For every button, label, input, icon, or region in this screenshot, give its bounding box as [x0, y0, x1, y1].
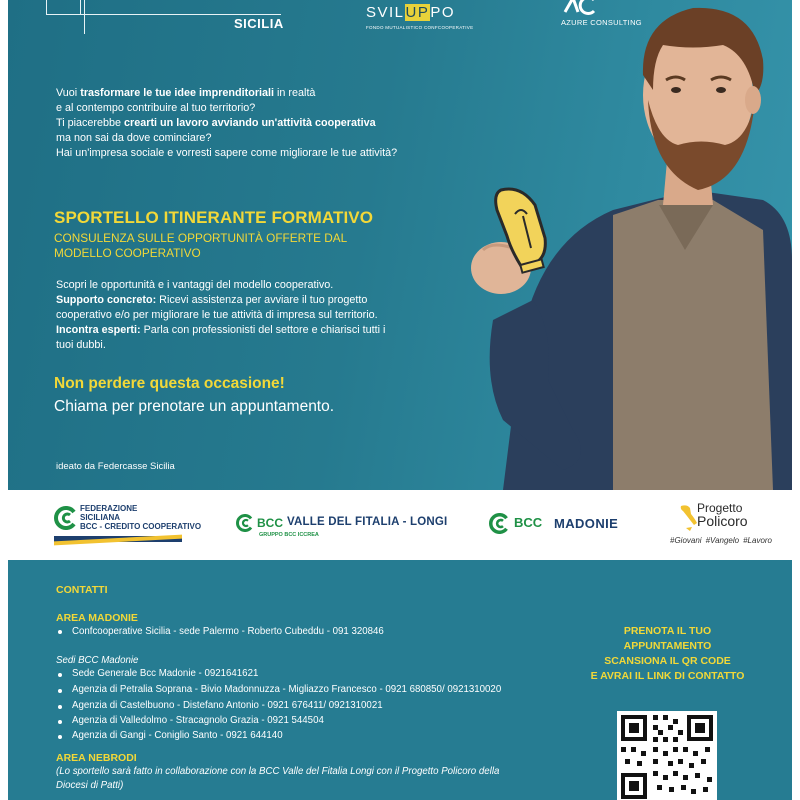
sede-item: Agenzia di Valledolmo - Stracagnolo Grazia - 0921 544504	[72, 715, 324, 726]
federazione-logo-text	[80, 504, 201, 531]
tag-vangelo: #Vangelo	[705, 536, 740, 545]
bullet	[58, 705, 62, 709]
progetto-policoro-tags	[670, 536, 776, 545]
area-madonie-heading: AREA MADONIE	[56, 612, 138, 624]
federazione-bcc-logo-icon	[54, 506, 78, 530]
call-to-action-title: Non perdere questa occasione!	[54, 375, 285, 392]
bullet	[58, 689, 62, 693]
man-holding-lightbulb-image	[463, 0, 792, 490]
benefit-text: Parla con professionisti del settore e chiarisci tutti i	[140, 324, 386, 336]
benefit-intro: Scopri le opportunità e i vantaggi del modello cooperativo.	[56, 279, 334, 291]
benefit-text: Ricevi assistenza per avviare il tuo progetto	[156, 294, 368, 306]
bcc-word: BCC	[257, 516, 283, 530]
bcc-word: BCC	[514, 515, 543, 530]
partner-logos-band	[0, 490, 800, 560]
booking-line: SCANSIONA IL QR CODE	[604, 655, 731, 667]
intro-line-5: Hai un'impresa sociale e vorresti sapere come migliorare le tue attività?	[56, 147, 398, 159]
sportello-title: SPORTELLO ITINERANTE FORMATIVO	[54, 208, 374, 227]
hero-section	[8, 0, 792, 490]
intro-text: Ti piacerebbe	[56, 117, 125, 129]
benefit-label: Supporto concreto:	[56, 294, 157, 306]
call-to-action-subtitle: Chiama per prenotare un appuntamento.	[54, 398, 335, 415]
intro-paragraph	[56, 86, 476, 161]
intro-line-1	[56, 86, 476, 101]
policoro-word: Policoro	[697, 513, 748, 529]
sviluppo-highlight: UP	[405, 4, 430, 21]
logo-rule	[46, 14, 281, 15]
area-nebrodi-note-line: Diocesi di Patti)	[56, 780, 124, 791]
intro-text: in realtà	[274, 87, 316, 99]
intro-line-2: e al contempo contribuire al tuo territorio?	[56, 102, 256, 114]
qr-code[interactable]	[617, 711, 717, 800]
booking-instructions	[555, 624, 780, 684]
intro-bold: crearti un lavoro avviando un'attività cooperativa	[124, 117, 376, 129]
bcc-madonie-logo-icon	[489, 513, 510, 534]
madonie-name: MADONIE	[554, 516, 619, 531]
bullet	[58, 630, 62, 634]
intro-line-3	[56, 116, 476, 131]
benefit-label: Incontra esperti:	[56, 324, 141, 336]
intro-text: Vuoi	[56, 87, 81, 99]
benefit-experts	[56, 323, 496, 338]
sede-item: Agenzia di Gangi - Coniglio Santo - 0921 644140	[72, 730, 283, 741]
sportello-subtitle-line: CONSULENZA SULLE OPPORTUNITÀ OFFERTE DAL	[54, 231, 348, 245]
confcooperative-logo-mark	[46, 0, 81, 15]
contacts-heading: CONTATTI	[56, 584, 108, 596]
confcooperative-sicilia-label: SICILIA	[234, 16, 284, 31]
tag-lavoro: #Lavoro	[743, 536, 773, 545]
sede-item: Agenzia di Petralia Soprana - Bivio Madonnuzza - Migliazzo Francesco - 0921 680850/ 0921310020	[72, 684, 502, 695]
sviluppo-part-a: SVIL	[366, 4, 405, 21]
fondosviluppo-logo	[366, 4, 455, 21]
benefit-support-cont: cooperativo e/o per migliorare le tue attività di impresa sul territorio.	[56, 309, 378, 321]
benefits-list	[56, 278, 496, 353]
fondosviluppo-subtitle: FONDO MUTUALISTICO CONFCOOPERATIVE	[366, 25, 474, 30]
italy-map-icon	[678, 504, 698, 532]
area-madonie-contact: Confcooperative Sicilia - sede Palermo - Roberto Cubeddu - 091 320846	[72, 626, 384, 637]
sportello-subtitle-line: MODELLO COOPERATIVO	[54, 246, 201, 260]
benefit-support	[56, 293, 496, 308]
bullet	[58, 720, 62, 724]
sportello-subtitle	[54, 231, 454, 261]
bullet	[58, 735, 62, 739]
gruppo-bcc-iccrea-label: GRUPPO BCC ICCREA	[259, 532, 319, 538]
booking-line: APPUNTAMENTO	[623, 640, 712, 652]
sede-item: Agenzia di Castelbuono - Distefano Antonio - 0921 676411/ 0921310021	[72, 700, 383, 711]
benefit-experts-cont: tuoi dubbi.	[56, 339, 106, 351]
area-nebrodi-note-line: (Lo sportello sarà fatto in collaborazione con la BCC Valle del Fitalia Longi con il Progetto Policoro della	[56, 766, 500, 777]
federazione-line: BCC - CREDITO COOPERATIVO	[80, 522, 202, 531]
booking-line: PRENOTA IL TUO	[623, 625, 712, 637]
tag-giovani: #Giovani	[670, 536, 702, 545]
valle-del-fitalia-name: VALLE DEL FITALIA - LONGI	[287, 516, 448, 528]
qr-code-icon	[617, 711, 717, 800]
intro-bold: trasformare le tue idee imprenditoriali	[80, 87, 275, 99]
sviluppo-part-b: PO	[430, 4, 456, 21]
ideato-credit: ideato da Federcasse Sicilia	[56, 461, 175, 472]
intro-line-4: ma non sai da dove cominciare?	[56, 132, 212, 144]
azure-consulting-label: AZURE CONSULTING	[561, 18, 642, 27]
progetto-policoro-logo-text	[697, 502, 748, 528]
federazione-line: SICILIANA	[80, 513, 120, 522]
sedi-bcc-madonie-heading: Sedi BCC Madonie	[56, 655, 139, 666]
sede-item: Sede Generale Bcc Madonie - 0921641621	[72, 668, 259, 679]
bullet	[58, 673, 62, 677]
logo-divider	[84, 0, 85, 34]
bcc-valle-del-fitalia-logo-icon	[236, 514, 254, 532]
booking-line: E AVRAI IL LINK DI CONTATTO	[590, 670, 745, 682]
federazione-line: FEDERAZIONE	[80, 504, 138, 513]
area-nebrodi-heading: AREA NEBRODI	[56, 752, 137, 764]
progetto-word: Progetto	[697, 501, 743, 515]
